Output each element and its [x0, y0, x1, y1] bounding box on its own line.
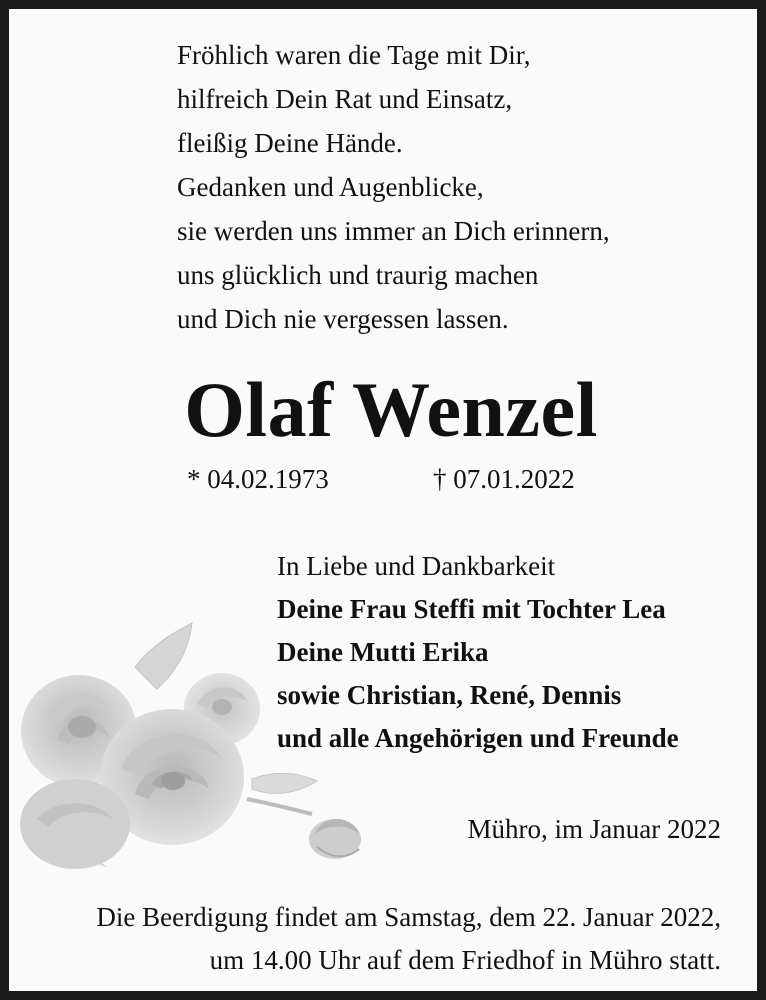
poem-line: uns glücklich und traurig machen [177, 260, 539, 290]
death-date: † 07.01.2022 [433, 464, 575, 494]
memorial-poem [177, 33, 610, 341]
mourners-intro: In Liebe und Dankbarkeit [277, 551, 556, 581]
mourner-line: Deine Frau Steffi mit Tochter Lea [277, 594, 666, 624]
funeral-line: um 14.00 Uhr auf dem Friedhof in Mühro statt. [209, 945, 721, 975]
funeral-line: Die Beerdigung findet am Samstag, dem 22. Januar 2022, [96, 902, 721, 932]
poem-line: und Dich nie vergessen lassen. [177, 304, 509, 334]
funeral-info [96, 896, 721, 982]
poem-line: Gedanken und Augenblicke, [177, 172, 484, 202]
poem-line: hilfreich Dein Rat und Einsatz, [177, 84, 513, 114]
deceased-name: Olaf Wenzel [184, 366, 598, 453]
mourner-line: sowie Christian, René, Dennis [277, 680, 622, 710]
place-date: Mühro, im Januar 2022 [467, 814, 721, 844]
mourner-line: Deine Mutti Erika [277, 637, 489, 667]
birth-date: * 04.02.1973 [187, 464, 329, 494]
mourner-line: und alle Angehörigen und Freunde [277, 723, 679, 753]
poem-line: fleißig Deine Hände. [177, 128, 403, 158]
mourners-block [277, 545, 679, 760]
poem-line: sie werden uns immer an Dich erinnern, [177, 216, 610, 246]
deceased-name-block [9, 365, 766, 455]
poem-line: Fröhlich waren die Tage mit Dir, [177, 40, 531, 70]
